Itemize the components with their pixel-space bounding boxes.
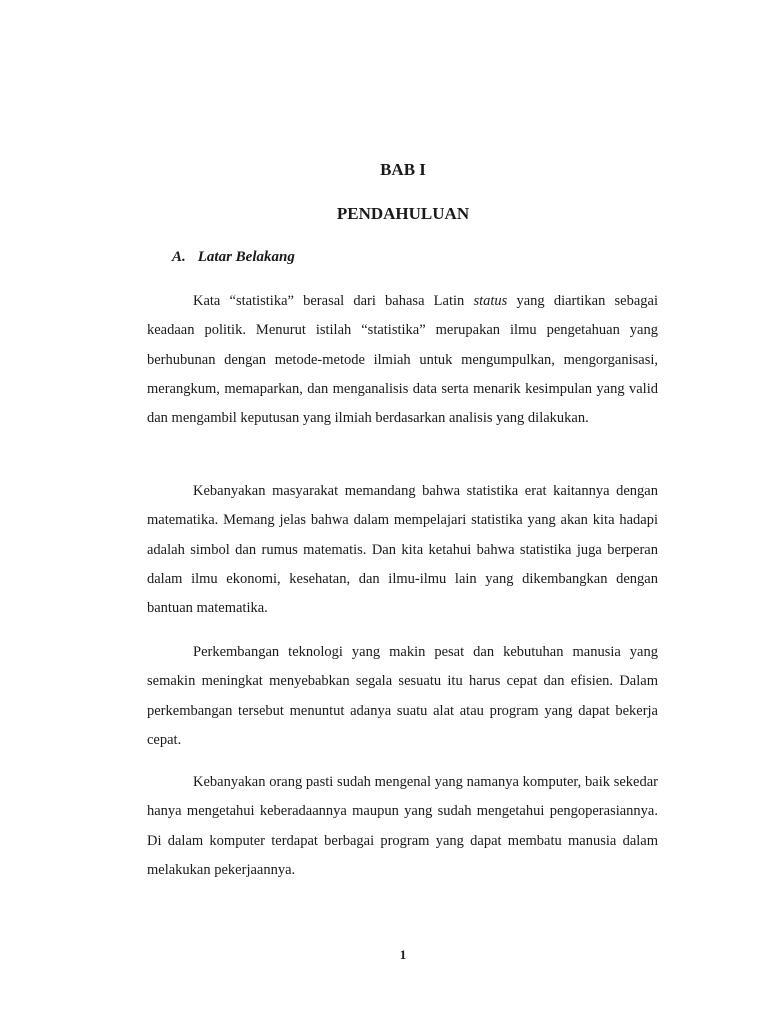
page-number: 1	[399, 947, 407, 962]
section-number: A.	[172, 249, 186, 265]
paragraph-4: Kebanyakan orang pasti sudah mengenal yang namanya komputer, baik sekedar hanya mengetahui keberadaannya maupun yang sudah mengetahui pengoperasiannya. Di dalam komputer terdapat berbagai program yang dapat membatu manusia dalam melakukan pekerjaannya.	[147, 774, 658, 878]
paragraph-3: Perkembangan teknologi yang makin pesat dan kebutuhan manusia yang semakin meningkat menyebabkan segala sesuatu itu harus cepat dan efisien. Dalam perkembangan tersebut menuntut adanya suatu alat atau program yang dapat bekerja cepat.	[147, 644, 658, 748]
chapter-title: PENDAHULUAN	[336, 204, 470, 223]
paragraph-1-start: Kata “statistika” berasal dari bahasa Latin	[193, 293, 474, 309]
section-heading	[172, 249, 295, 266]
chapter-number: BAB I	[380, 160, 426, 179]
paragraph-1-end: yang diartikan sebagai keadaan politik. Menurut istilah “statistika” merupakan ilmu pengetahuan yang berhubunan dengan metode-metode ilmiah untuk mengumpulkan, mengorganisasi, merangkum, memaparkan, dan menganalisis data serta menarik kesimpulan yang valid dan mengambil keputusan yang ilmiah berdasarkan analisis yang dilakukan.	[147, 293, 658, 427]
section-title: Latar Belakang	[197, 249, 295, 265]
paragraph-2: Kebanyakan masyarakat memandang bahwa statistika erat kaitannya dengan matematika. Memang jelas bahwa dalam mempelajari statistika yang akan kita hadapi adalah simbol dan rumus matematis. Dan kita ketahui bahwa statistika juga berperan dalam ilmu ekonomi, kesehatan, dan ilmu-ilmu lain yang dikembangkan dengan bantuan matematika.	[147, 483, 658, 617]
latin-term: status	[473, 293, 508, 309]
paragraph-1	[147, 287, 658, 433]
